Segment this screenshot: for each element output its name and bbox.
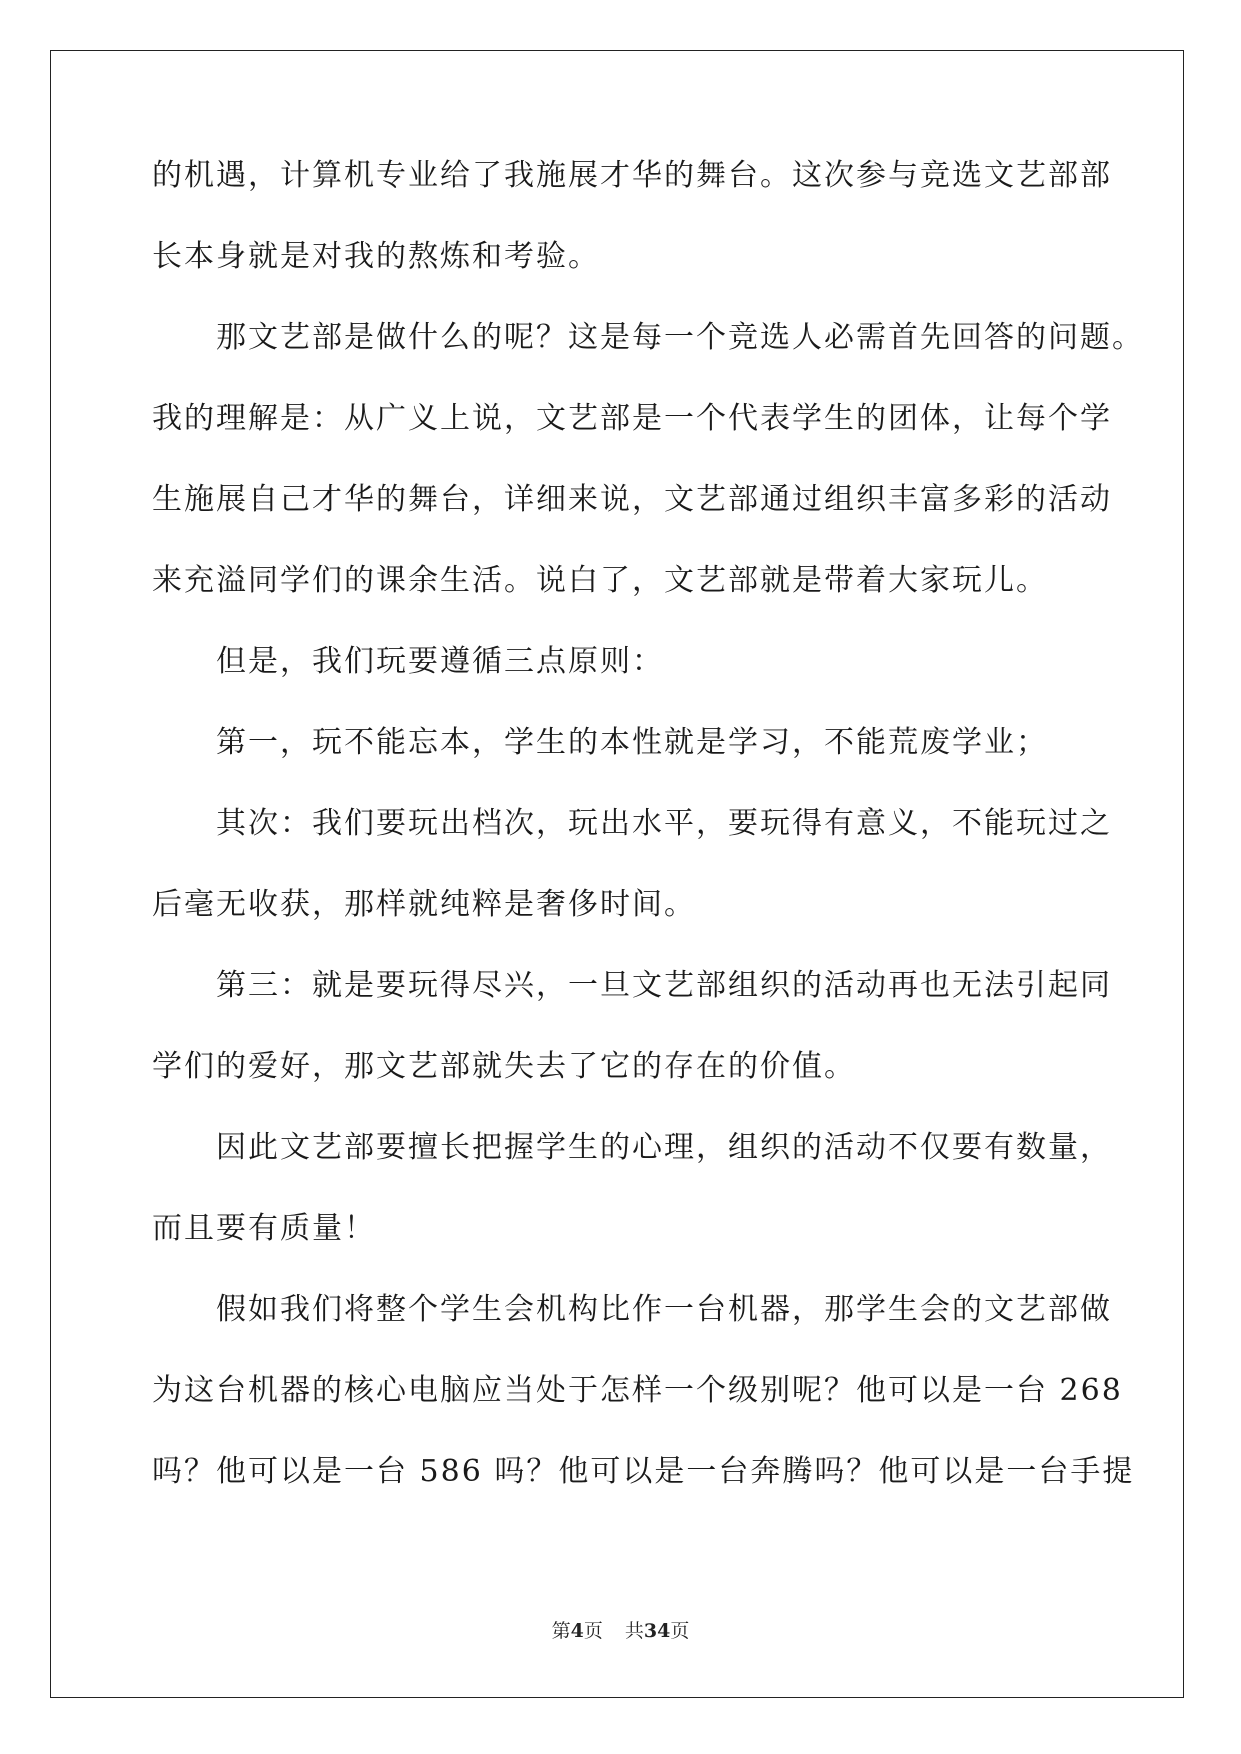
- document-body: [152, 158, 1144, 1535]
- text-line: 生施展自己才华的舞台，详细来说，文艺部通过组织丰富多彩的活动: [152, 482, 1112, 517]
- text-line: 来充溢同学们的课余生活。说白了，文艺部就是带着大家玩儿。: [152, 563, 1048, 598]
- page-suffix: 页: [583, 1620, 603, 1642]
- text-line: 那文艺部是做什么的呢？这是每一个竞选人必需首先回答的问题。: [216, 320, 1144, 355]
- text-line: 我的理解是：从广义上说，文艺部是一个代表学生的团体，让每个学: [152, 401, 1112, 436]
- text-line: 长本身就是对我的熬炼和考验。: [152, 239, 600, 274]
- text-line: 第一，玩不能忘本，学生的本性就是学习，不能荒废学业；: [216, 725, 1048, 760]
- text-line: 的机遇，计算机专业给了我施展才华的舞台。这次参与竞选文艺部部: [152, 158, 1112, 193]
- page-prefix: 第: [551, 1620, 571, 1642]
- text-line: 吗？他可以是一台 586 吗？他可以是一台奔腾吗？他可以是一台手提: [152, 1454, 1135, 1489]
- total-prefix: 共: [624, 1620, 644, 1642]
- total-suffix: 页: [670, 1620, 690, 1642]
- text-line: 假如我们将整个学生会机构比作一台机器，那学生会的文艺部做: [216, 1292, 1112, 1327]
- text-line: 后毫无收获，那样就纯粹是奢侈时间。: [152, 887, 696, 922]
- text-line: 学们的爱好，那文艺部就失去了它的存在的价值。: [152, 1049, 856, 1084]
- page-footer: [0, 1616, 1241, 1643]
- total-pages: 34: [643, 1620, 671, 1642]
- text-line: 为这台机器的核心电脑应当处于怎样一个级别呢？他可以是一台 268: [152, 1373, 1123, 1408]
- page-number: 4: [570, 1620, 584, 1642]
- text-line: 因此文艺部要擅长把握学生的心理，组织的活动不仅要有数量，: [216, 1130, 1112, 1165]
- text-line: 第三：就是要玩得尽兴，一旦文艺部组织的活动再也无法引起同: [216, 968, 1112, 1003]
- text-line: 而且要有质量！: [152, 1211, 376, 1246]
- text-line: 其次：我们要玩出档次，玩出水平，要玩得有意义，不能玩过之: [216, 806, 1112, 841]
- text-line: 但是，我们玩要遵循三点原则：: [216, 644, 664, 679]
